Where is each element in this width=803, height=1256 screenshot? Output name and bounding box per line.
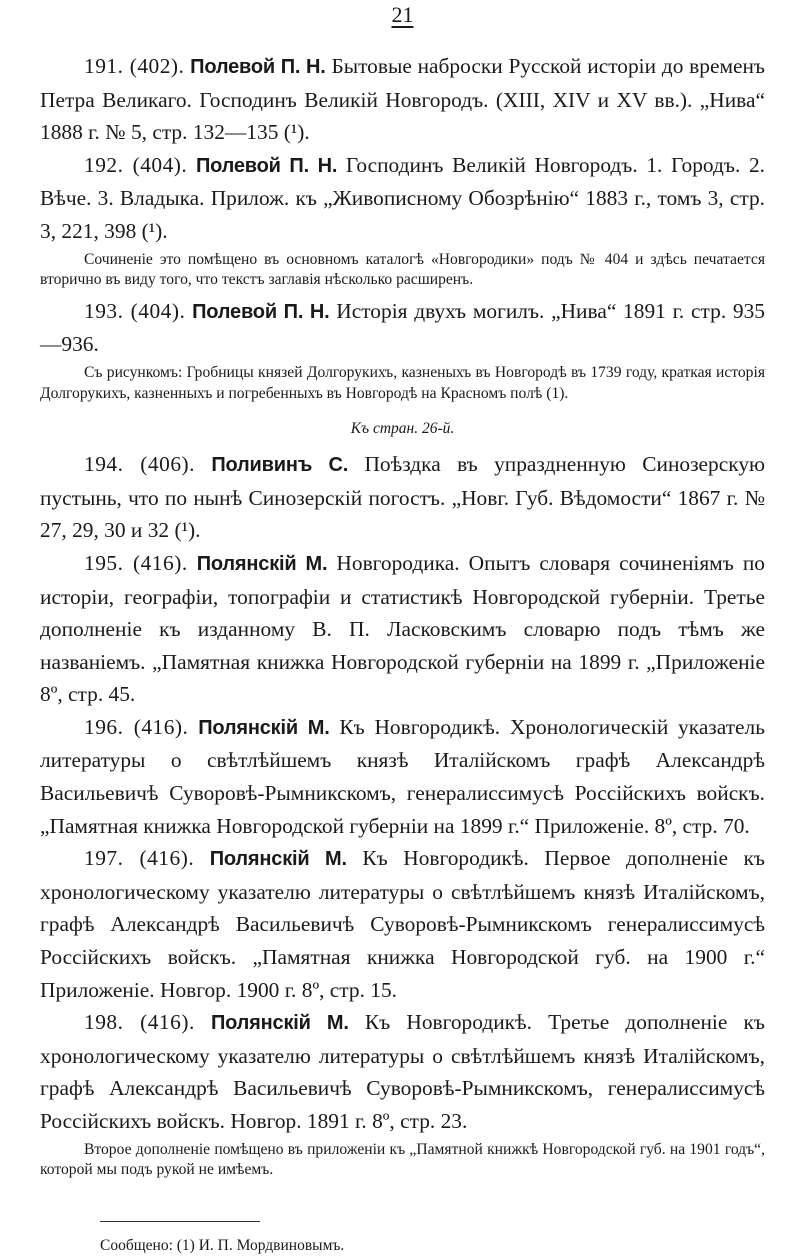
entry-note-192: Сочиненіе это помѣщено въ основномъ каталогѣ «Новгородики» подъ № 404 и здѣсь печатается вторично въ виду того, что текстъ заглавія нѣсколько расширенъ. bbox=[40, 250, 765, 289]
footnote: Сообщено: (1) И. П. Мордвиновымъ. bbox=[100, 1236, 345, 1254]
entry-number: 197. (416). bbox=[84, 846, 195, 871]
bibliography-entry-193 bbox=[40, 295, 765, 361]
entry-text: Поѣздка въ упраздненную Синозерскую пустынь, что по нынѣ Синозерскій погостъ. „Новг. Губ. Вѣдомости“ 1867 г. № 27, 29, 30 и 32 (¹). bbox=[40, 452, 765, 543]
entry-author: Полянскій М. bbox=[196, 552, 328, 575]
bibliography-entry-196 bbox=[40, 711, 765, 842]
entry-text: Исторія двухъ могилъ. „Нива“ 1891 г. стр. 935—936. bbox=[40, 298, 765, 357]
bibliography-entry-191 bbox=[40, 50, 765, 149]
entry-number: 198. (416). bbox=[84, 1010, 195, 1035]
bibliography-entry-198 bbox=[40, 1006, 765, 1137]
entry-author: Полевой П. Н. bbox=[195, 154, 338, 177]
entry-author: Полевой П. Н. bbox=[192, 300, 330, 323]
footnote-divider bbox=[100, 1221, 260, 1222]
entry-text: Новгородика. Опытъ словаря сочиненіямъ по исторіи, географіи, топографіи и статистикѣ Новгородской губерніи. Третье дополненіе къ изданному В. П. Ласковскимъ словарю подъ тѣмъ же названіемъ. „Памятная книжка Новгородской губерніи на 1899 г. „Приложеніе 8º, стр. 45. bbox=[40, 550, 765, 707]
bibliography-entry-195 bbox=[40, 547, 765, 711]
entry-text: Къ Новгородикѣ. Хронологическій указатель литературы о свѣтлѣйшемъ князѣ Италійскомъ графѣ Александрѣ Васильевичѣ Суворовѣ-Рымникскомъ, генералиссимусѣ Россійскихъ войскъ. „Памятная книжка Новгородской губерніи на 1899 г.“ Приложеніе. 8º, стр. 70. bbox=[40, 714, 765, 838]
entry-number: 193. (404). bbox=[84, 298, 186, 323]
entry-number: 196. (416). bbox=[84, 714, 189, 739]
entry-note-198: Второе дополненіе помѣщено въ приложеніи къ „Памятной книжкѣ Новгородской губ. на 1901 годъ“, которой мы подъ рукой не имѣемъ. bbox=[40, 1140, 765, 1179]
page-number: 21 bbox=[391, 2, 414, 27]
entry-number: 195. (416). bbox=[84, 550, 188, 575]
bibliography-entry-194 bbox=[40, 448, 765, 547]
bibliography-entry-192 bbox=[40, 149, 765, 248]
entry-text: Бытовые наброски Русской исторіи до временъ Петра Великаго. Господинъ Великій Новгородъ. (XIII, XIV и XV вв.). „Нива“ 1888 г. № 5, стр. 132—135 (¹). bbox=[40, 54, 765, 145]
entry-author: Полянскій М. bbox=[209, 848, 347, 871]
bibliography-entry-197 bbox=[40, 842, 765, 1006]
entry-author: Полевой П. Н. bbox=[190, 56, 326, 78]
entry-author: Полянскій М. bbox=[198, 716, 330, 739]
entry-text: Къ Новгородикѣ. Третье дополненіе къ хронологическому указателю литературы о свѣтлѣйшемъ князѣ Италійскомъ, графѣ Александрѣ Васильевичѣ Суворовѣ-Рымникскомъ, генералиссимусѣ Россійскихъ войскъ. Новгор. 1891 г. 8º, стр. 23. bbox=[40, 1010, 765, 1133]
entry-text: Къ Новгородикѣ. Первое дополненіе къ хронологическому указателю литературы о свѣтлѣйшемъ князѣ Италійскомъ, графѣ Александрѣ Васильевичѣ Суворовѣ-Рымникскомъ генералиссимусѣ Россійскихъ войскъ. „Памятная книжка Новгородской губ. на 1900 г.“ Приложеніе. Новгор. 1900 г. 8º, стр. 15. bbox=[40, 846, 765, 1002]
entry-number: 194. (406). bbox=[84, 452, 195, 477]
entry-author: Поливинъ С. bbox=[211, 454, 349, 477]
entry-number: 192. (404). bbox=[84, 152, 188, 177]
entry-number: 191. (402). bbox=[84, 54, 185, 78]
entry-note-193: Съ рисункомъ: Гробницы князей Долгорукихъ, казненыхъ въ Новгородѣ въ 1739 году, краткая исторія Долгорукихъ, казненныхъ и погребенныхъ въ Новгородѣ на Красномъ полѣ (1). bbox=[40, 363, 765, 402]
section-heading: Къ стран. 26-й. bbox=[350, 420, 455, 438]
entry-author: Полянскій М. bbox=[210, 1012, 349, 1035]
entry-text: Господинъ Великій Новгородъ. 1. Городъ. 2. Вѣче. 3. Владыка. Прилож. къ „Живописному Обозрѣнію“ 1883 г., томъ 3, стр. 3, 221, 398 (¹). bbox=[40, 152, 765, 243]
